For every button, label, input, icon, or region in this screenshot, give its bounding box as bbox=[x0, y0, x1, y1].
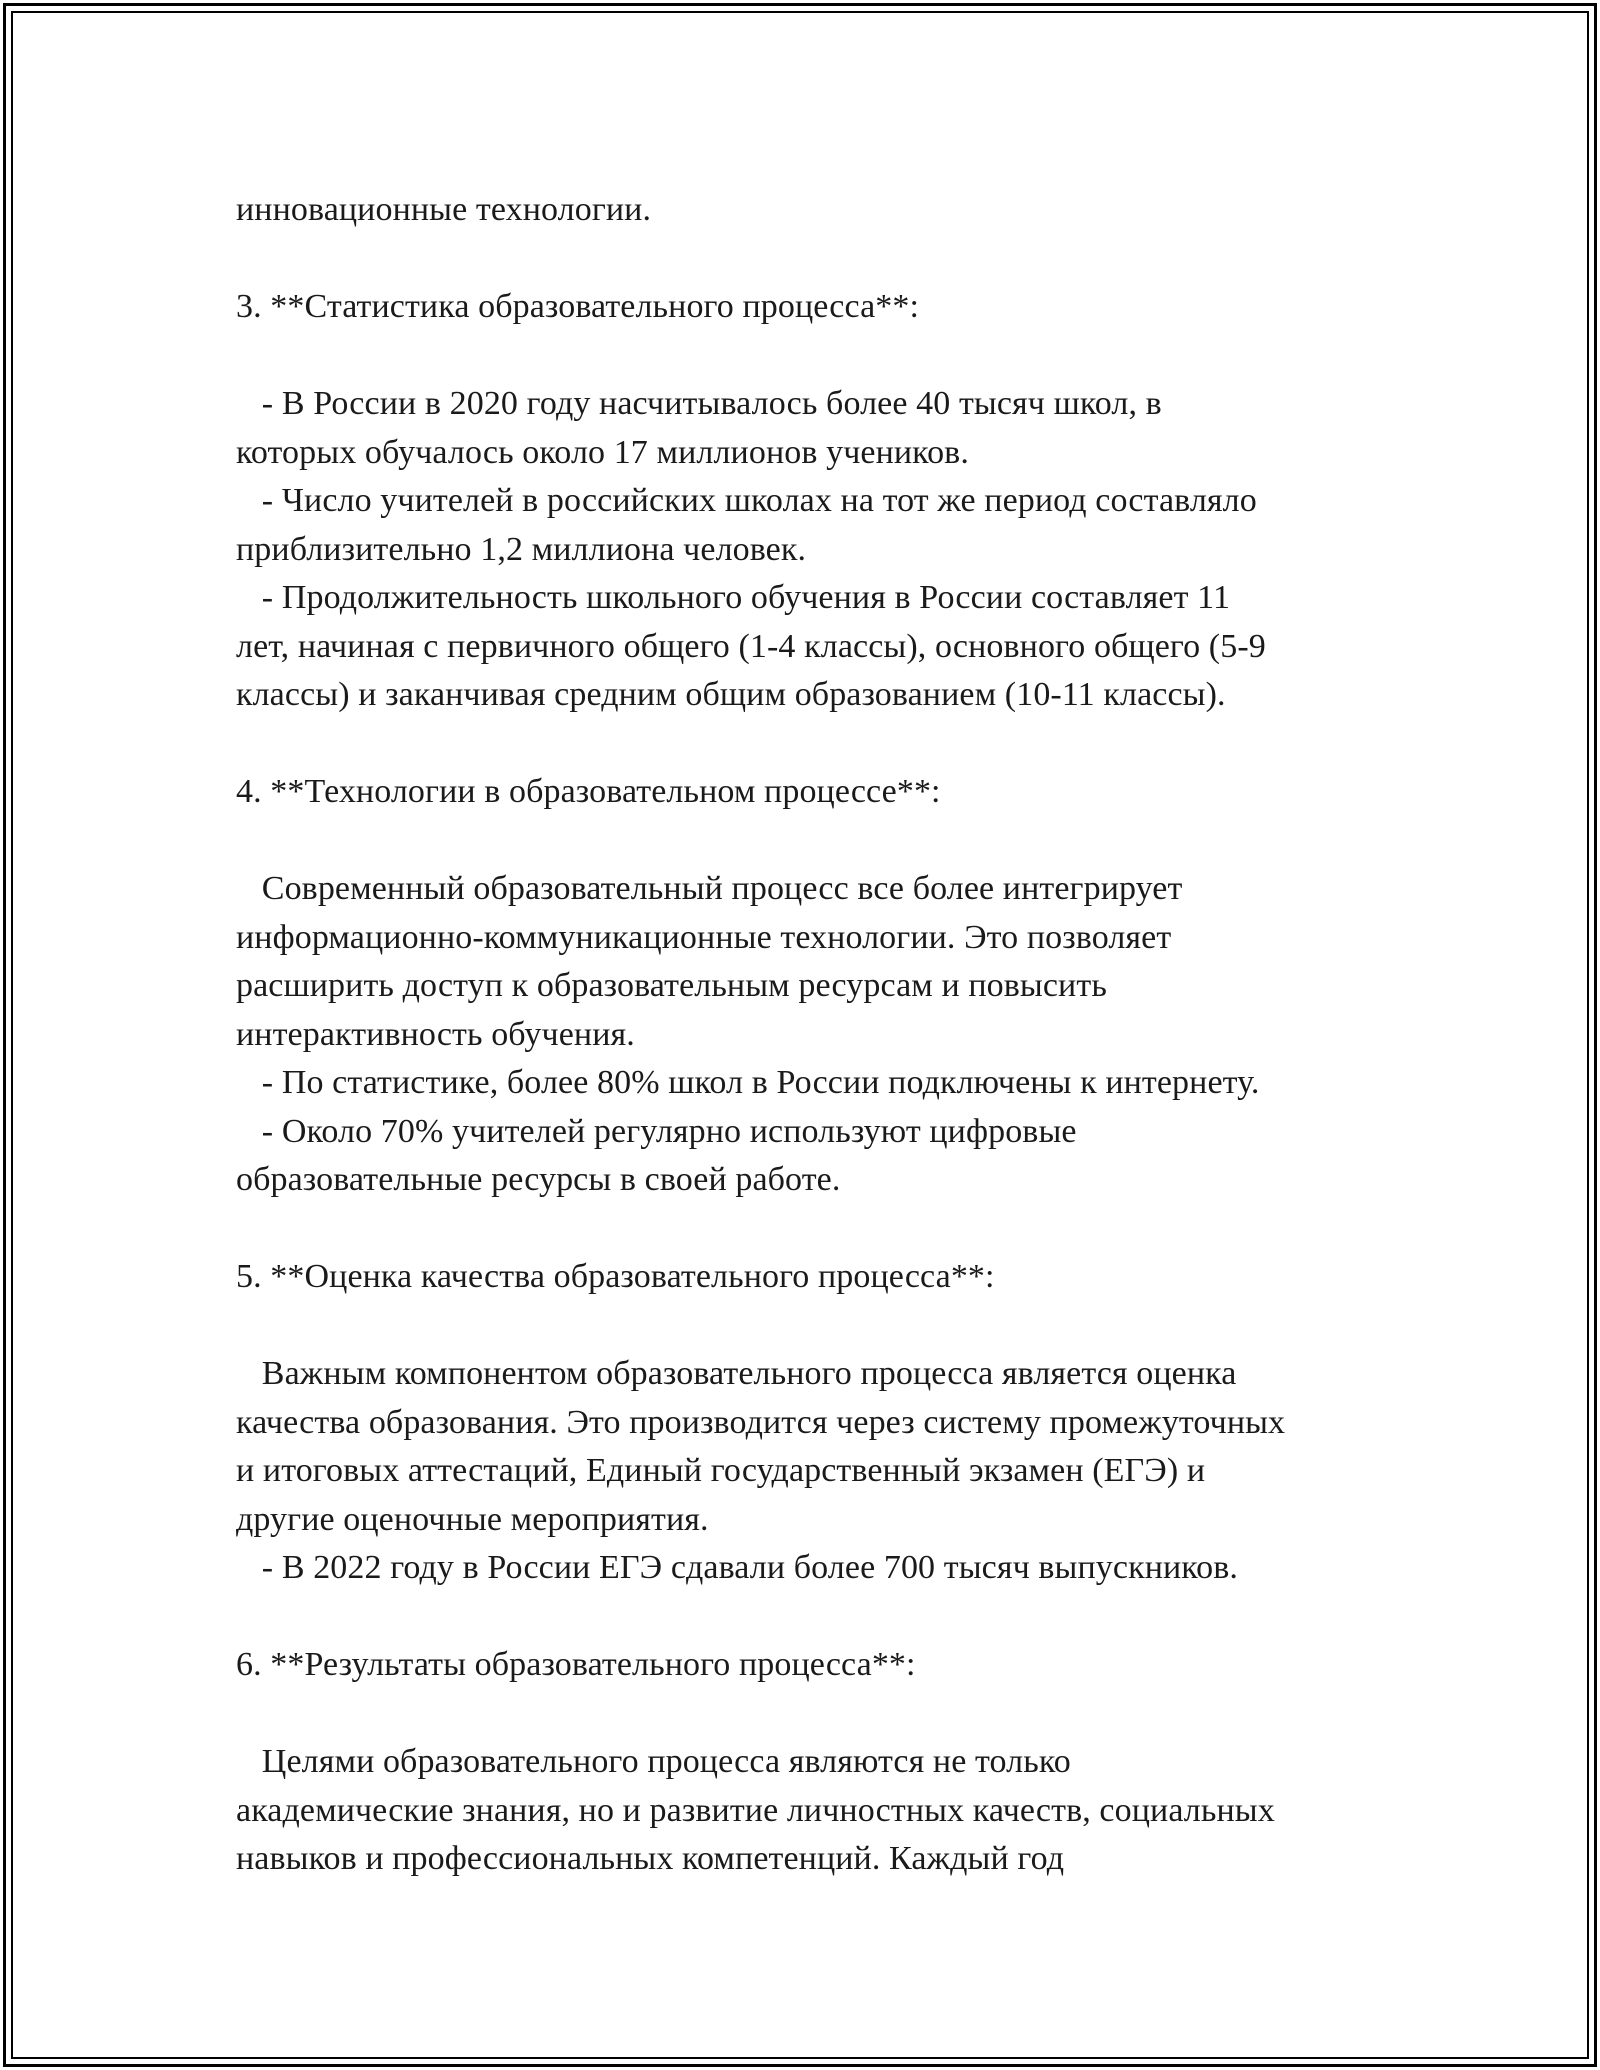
text-line: - В России в 2020 году насчитывалось более 40 тысяч школ, в bbox=[236, 385, 1162, 422]
text-line bbox=[236, 235, 1436, 284]
section-heading-4: 4. **Технологии в образовательном процессе**: bbox=[236, 773, 941, 810]
text-line: информационно-коммуникационные технологии. Это позволяет bbox=[236, 918, 1172, 956]
text-line: качества образования. Это производится через систему промежуточных bbox=[236, 1403, 1286, 1441]
text-line: интерактивность обучения. bbox=[236, 1015, 635, 1053]
text-line: - Продолжительность школьного обучения в России составляет 11 bbox=[236, 579, 1231, 616]
text-line: - Число учителей в российских школах на тот же период составляло bbox=[236, 482, 1257, 519]
text-line bbox=[236, 332, 1436, 381]
text-line: Современный образовательный процесс все более интегрирует bbox=[236, 870, 1183, 907]
section-heading-3: 3. **Статистика образовательного процесса**: bbox=[236, 288, 920, 325]
text-line: расширить доступ к образовательным ресурсам и повысить bbox=[236, 967, 1107, 1004]
text-line bbox=[236, 1690, 1436, 1739]
section-heading-5: 5. **Оценка качества образовательного процесса**: bbox=[236, 1258, 995, 1295]
text-line: лет, начиная с первичного общего (1-4 классы), основного общего (5-9 bbox=[236, 627, 1266, 665]
text-line bbox=[236, 817, 1436, 866]
text-line: Важным компонентом образовательного процесса является оценка bbox=[236, 1355, 1237, 1392]
text-line: другие оценочные мероприятия. bbox=[236, 1500, 709, 1538]
text-line bbox=[236, 1302, 1436, 1351]
text-line: образовательные ресурсы в своей работе. bbox=[236, 1161, 841, 1198]
text-line: Целями образовательного процесса являются не только bbox=[236, 1743, 1071, 1780]
text-line: инновационные технологии. bbox=[236, 191, 652, 228]
text-line: навыков и профессиональных компетенций. Каждый год bbox=[236, 1840, 1065, 1877]
text-line: классы) и заканчивая средним общим образованием (10-11 классы). bbox=[236, 676, 1226, 713]
text-line: и итоговых аттестаций, Единый государственный экзамен (ЕГЭ) и bbox=[236, 1452, 1206, 1489]
document-body bbox=[236, 186, 1436, 1884]
text-line bbox=[236, 1593, 1436, 1642]
text-line bbox=[236, 1205, 1436, 1254]
text-line bbox=[236, 720, 1436, 769]
text-line: приблизительно 1,2 миллиона человек. bbox=[236, 530, 807, 568]
text-line: - По статистике, более 80% школ в России подключены к интернету. bbox=[236, 1064, 1260, 1101]
text-line: академические знания, но и развитие личностных качеств, социальных bbox=[236, 1791, 1275, 1829]
text-line: - В 2022 году в России ЕГЭ сдавали более 700 тысяч выпускников. bbox=[236, 1549, 1239, 1586]
section-heading-6: 6. **Результаты образовательного процесса**: bbox=[236, 1646, 916, 1683]
text-line: - Около 70% учителей регулярно используют цифровые bbox=[236, 1112, 1077, 1150]
text-line: которых обучалось около 17 миллионов учеников. bbox=[236, 433, 969, 471]
